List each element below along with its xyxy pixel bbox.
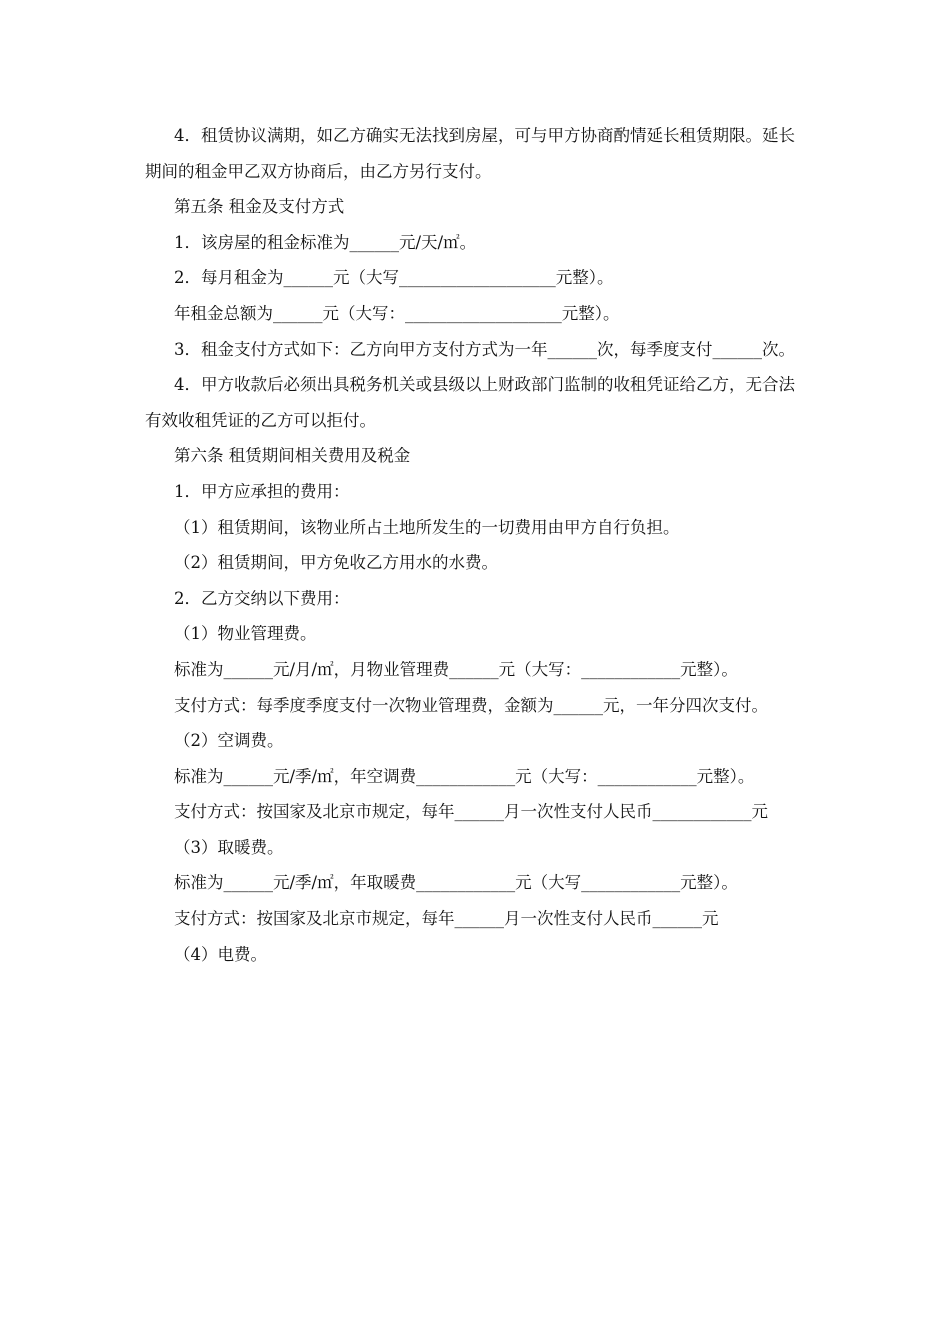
paragraph-heating-payment: 支付方式：按国家及北京市规定，每年______月一次性支付人民币______元	[174, 909, 719, 929]
paragraph-payment-method: 3．租金支付方式如下：乙方向甲方支付方式为一年______次，每季度支付______次。	[174, 339, 795, 359]
paragraph-heating: （3）取暖费。	[174, 837, 284, 857]
paragraph-water-fees: （2）租赁期间，甲方免收乙方用水的水费。	[174, 553, 498, 573]
paragraph-management-standard: 标准为______元/月/㎡，月物业管理费______元（大写：____________元整）。	[174, 659, 738, 679]
paragraph-lease-extension: 4．租赁协议满期，如乙方确实无法找到房屋，可与甲方协商酌情延长租赁期限。延长期间的租金甲乙双方协商后，由乙方另行支付。	[145, 126, 795, 181]
paragraph-rent-standard: 1．该房屋的租金标准为______元/天/㎡。	[174, 232, 477, 252]
paragraph-management-payment: 支付方式：每季度季度支付一次物业管理费，金额为______元，一年分四次支付。	[174, 695, 768, 715]
paragraph-annual-rent: 年租金总额为______元（大写：___________________元整）。	[174, 303, 620, 323]
paragraph-land-fees: （1）租赁期间，该物业所占土地所发生的一切费用由甲方自行负担。	[174, 517, 680, 537]
paragraph-air-conditioning: （2）空调费。	[174, 731, 284, 751]
paragraph-receipt: 4．甲方收款后必须出具税务机关或县级以上财政部门监制的收租凭证给乙方，无合法有效收租凭证的乙方可以拒付。	[145, 375, 795, 430]
section-heading-article-5: 第五条 租金及支付方式	[174, 197, 345, 217]
paragraph-property-management: （1）物业管理费。	[174, 624, 317, 644]
paragraph-electricity: （4）电费。	[174, 944, 267, 964]
paragraph-monthly-rent: 2．每月租金为______元（大写___________________元整）。	[174, 268, 614, 288]
document-page	[145, 118, 805, 972]
paragraph-party-a-fees: 1．甲方应承担的费用：	[174, 481, 350, 501]
paragraph-ac-payment: 支付方式：按国家及北京市规定，每年______月一次性支付人民币____________元	[174, 802, 768, 822]
section-heading-article-6: 第六条 租赁期间相关费用及税金	[174, 446, 411, 466]
paragraph-heating-standard: 标准为______元/季/㎡，年取暖费____________元（大写____________元整）。	[174, 873, 738, 893]
paragraph-ac-standard: 标准为______元/季/㎡，年空调费____________元（大写：____________元整）。	[174, 766, 755, 786]
paragraph-party-b-fees: 2．乙方交纳以下费用：	[174, 588, 350, 608]
